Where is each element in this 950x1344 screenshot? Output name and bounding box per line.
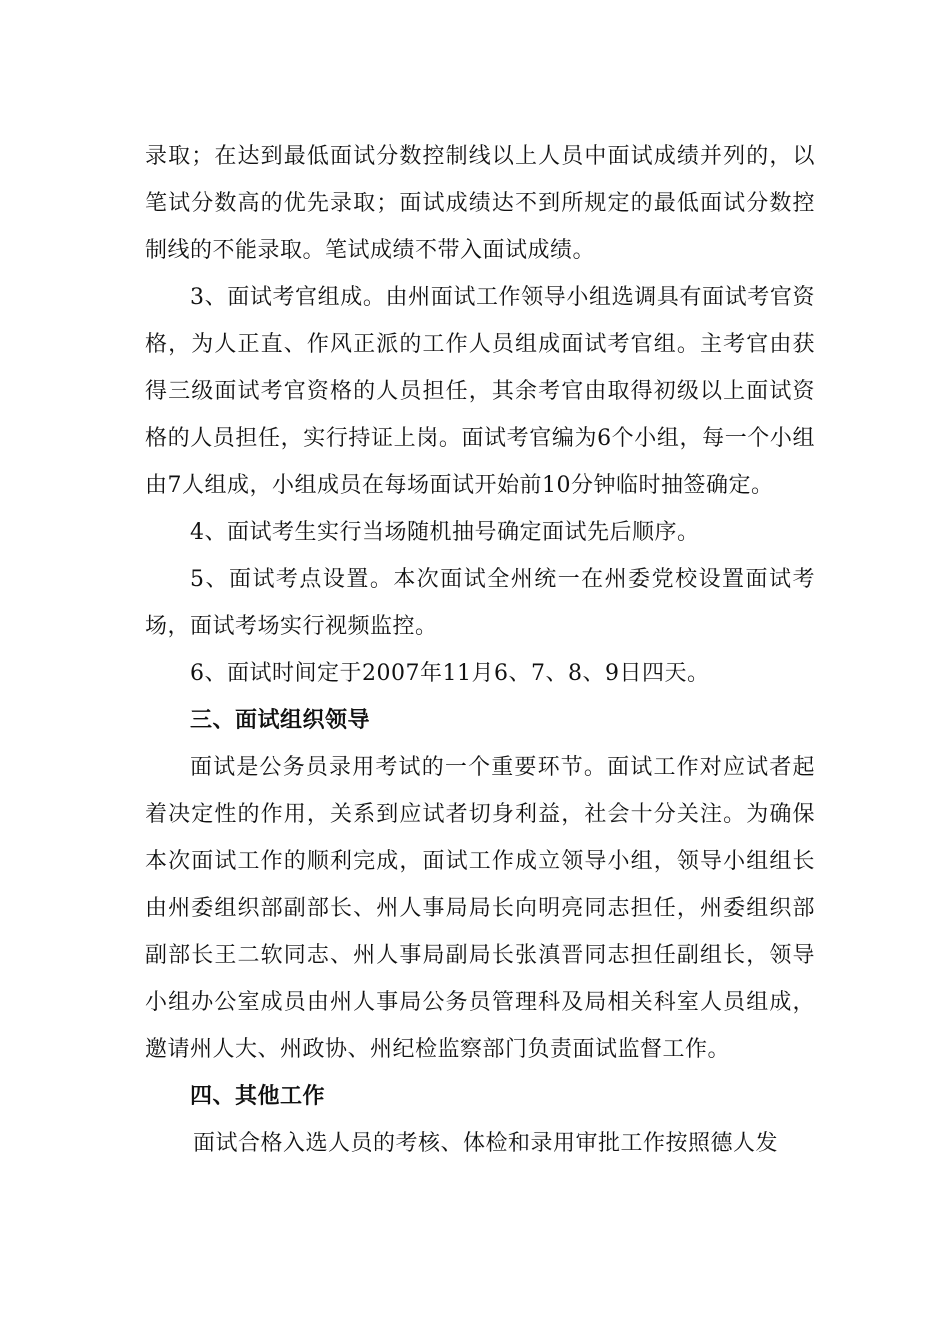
section-heading-4: 四、其他工作 <box>190 1083 326 1109</box>
section-3-body: 面试是公务员录用考试的一个重要环节。面试工作对应试者起着决定性的作用，关系到应试者切身利益，社会十分关注。为确保本次面试工作的顺利完成，面试工作成立领导小组，领导小组组长由州委组织部副部长、州人事局局长向明亮同志担任，州委组织部副部长王二软同志、州人事局副局长张滇晋同志担任副组长，领导小组办公室成员由州人事局公务员管理科及局相关科室人员组成，邀请州人大、州政协、州纪检监察部门负责面试监督工作。 <box>145 755 815 1062</box>
paragraph-item-4: 4、面试考生实行当场随机抽号确定面试先后顺序。 <box>190 520 700 545</box>
section-4-body: 面试合格入选人员的考核、体检和录用审批工作按照德人发 <box>193 1131 779 1156</box>
paragraph-continuation: 录取；在达到最低面试分数控制线以上人员中面试成绩并列的，以笔试分数高的优先录取；面试成绩达不到所规定的最低面试分数控制线的不能录取。笔试成绩不带入面试成绩。 <box>145 144 815 263</box>
paragraph-item-6: 6、面试时间定于2007年11月6、7、8、9日四天。 <box>190 661 710 686</box>
paragraph-item-5: 5、面试考点设置。本次面试全州统一在州委党校设置面试考场，面试考场实行视频监控。 <box>145 567 815 639</box>
paragraph-item-3: 3、面试考官组成。由州面试工作领导小组选调具有面试考官资格，为人正直、作风正派的工作人员组成面试考官组。主考官由获得三级面试考官资格的人员担任，其余考官由取得初级以上面试资格的人员担任，实行持证上岗。面试考官编为6个小组，每一个小组由7人组成，小组成员在每场面试开始前10分钟临时抽签确定。 <box>145 285 815 498</box>
section-heading-3: 三、面试组织领导 <box>190 707 371 733</box>
document-body <box>145 133 815 1167</box>
